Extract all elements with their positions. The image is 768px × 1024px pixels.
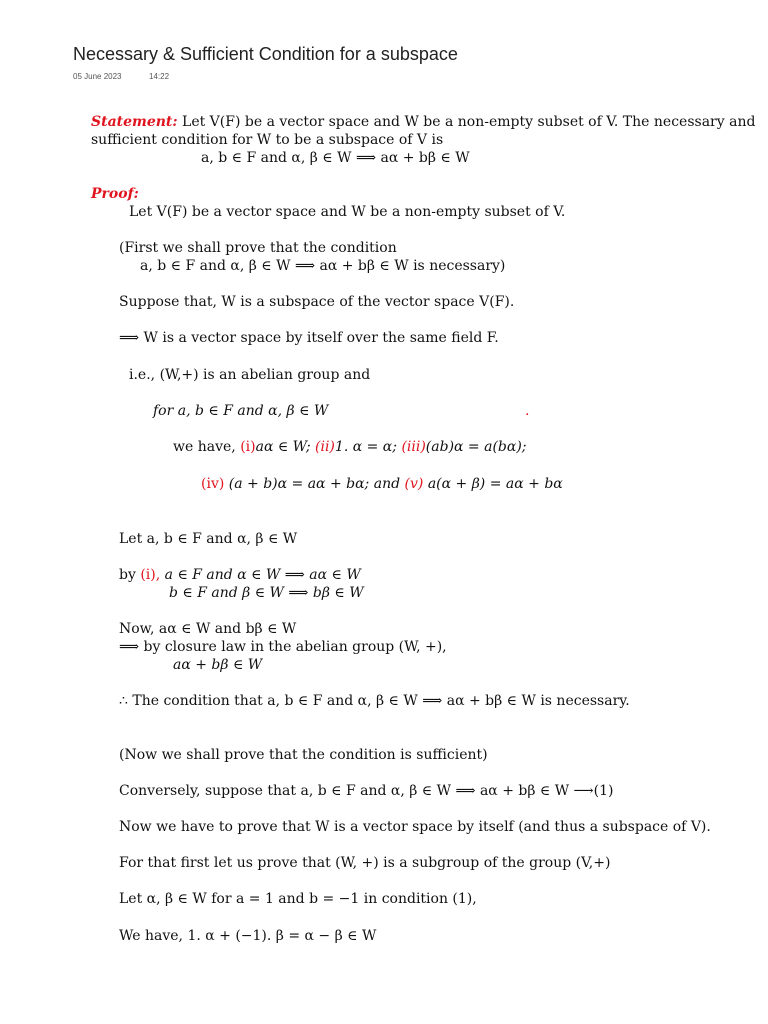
proof-label: Proof: <box>91 186 139 202</box>
property-i-text: aα ∈ W; <box>255 439 311 455</box>
we-have-text: we have, <box>173 439 236 455</box>
proof-line-20: For that first let us prove that (W, +) is a subgroup of the group (V,+) <box>119 855 611 871</box>
proof-line-13: Now, aα ∈ W and bβ ∈ W <box>119 621 297 637</box>
proof-line-07-dot: . <box>525 403 530 419</box>
by-text: by <box>119 567 136 583</box>
proof-line-04: Suppose that, W is a subspace of the vector space V(F). <box>119 294 515 310</box>
proof-line-22: We have, 1. α + (−1). β = α − β ∈ W <box>119 928 377 944</box>
by-i-marker: (i), <box>140 567 161 583</box>
proof-line-03: a, b ∈ F and α, β ∈ W ⟹ aα + bβ ∈ W is necessary) <box>140 258 506 274</box>
property-iv-marker: (iv) <box>201 476 225 492</box>
property-ii-marker: (ii) <box>315 439 335 455</box>
proof-line-16: ∴ The condition that a, b ∈ F and α, β ∈ W ⟹ aα + bβ ∈ W is necessary. <box>119 693 630 709</box>
proof-line-09 <box>201 475 563 493</box>
proof-line-18: Conversely, suppose that a, b ∈ F and α, β ∈ W ⟹ aα + bβ ∈ W ⟶(1) <box>119 783 614 799</box>
proof-line-15: aα + bβ ∈ W <box>173 657 263 673</box>
property-v-text: a(α + β) = aα + bα <box>427 476 563 492</box>
statement-label: Statement: <box>91 114 178 130</box>
proof-line-06: i.e., (W,+) is an abelian group and <box>129 367 371 383</box>
proof-line-02: (First we shall prove that the condition <box>119 240 397 256</box>
property-iv-text: (a + b)α = aα + bα; and <box>228 476 401 492</box>
property-v-marker: (v) <box>404 476 424 492</box>
proof-line-21: Let α, β ∈ W for a = 1 and b = −1 in condition (1), <box>119 891 477 907</box>
proof-line-05: ⟹ W is a vector space by itself over the same field F. <box>119 330 499 346</box>
proof-line-07: for a, b ∈ F and α, β ∈ W <box>153 403 329 419</box>
statement-line-2: sufficient condition for W to be a subspace of V is <box>91 132 444 148</box>
proof-line-11 <box>119 566 361 584</box>
proof-line-19: Now we have to prove that W is a vector space by itself (and thus a subspace of V). <box>119 819 711 835</box>
statement-text-1: Let V(F) be a vector space and W be a non-empty subset of V. The necessary and <box>182 114 756 130</box>
page-time: 14:22 <box>149 72 170 81</box>
property-ii-text: 1. α = α; <box>334 439 397 455</box>
proof-line-17: (Now we shall prove that the condition is sufficient) <box>119 747 488 763</box>
proof-line-10: Let a, b ∈ F and α, β ∈ W <box>119 531 298 547</box>
proof-line-12: b ∈ F and β ∈ W ⟹ bβ ∈ W <box>169 585 364 601</box>
property-iii-marker: (iii) <box>401 439 426 455</box>
page-date: 05 June 2023 <box>73 72 122 81</box>
by-i-text: a ∈ F and α ∈ W ⟹ aα ∈ W <box>164 567 361 583</box>
page-title: Necessary & Sufficient Condition for a subspace <box>73 44 458 64</box>
proof-line-14: ⟹ by closure law in the abelian group (W, +), <box>119 639 447 655</box>
property-iii-text: (ab)α = a(bα); <box>425 439 527 455</box>
proof-line-01: Let V(F) be a vector space and W be a non-empty subset of V. <box>129 204 566 220</box>
statement-line-1 <box>91 113 755 131</box>
statement-line-3: a, b ∈ F and α, β ∈ W ⟹ aα + bβ ∈ W <box>201 150 470 166</box>
property-i-marker: (i) <box>240 439 256 455</box>
proof-line-08 <box>173 438 527 456</box>
